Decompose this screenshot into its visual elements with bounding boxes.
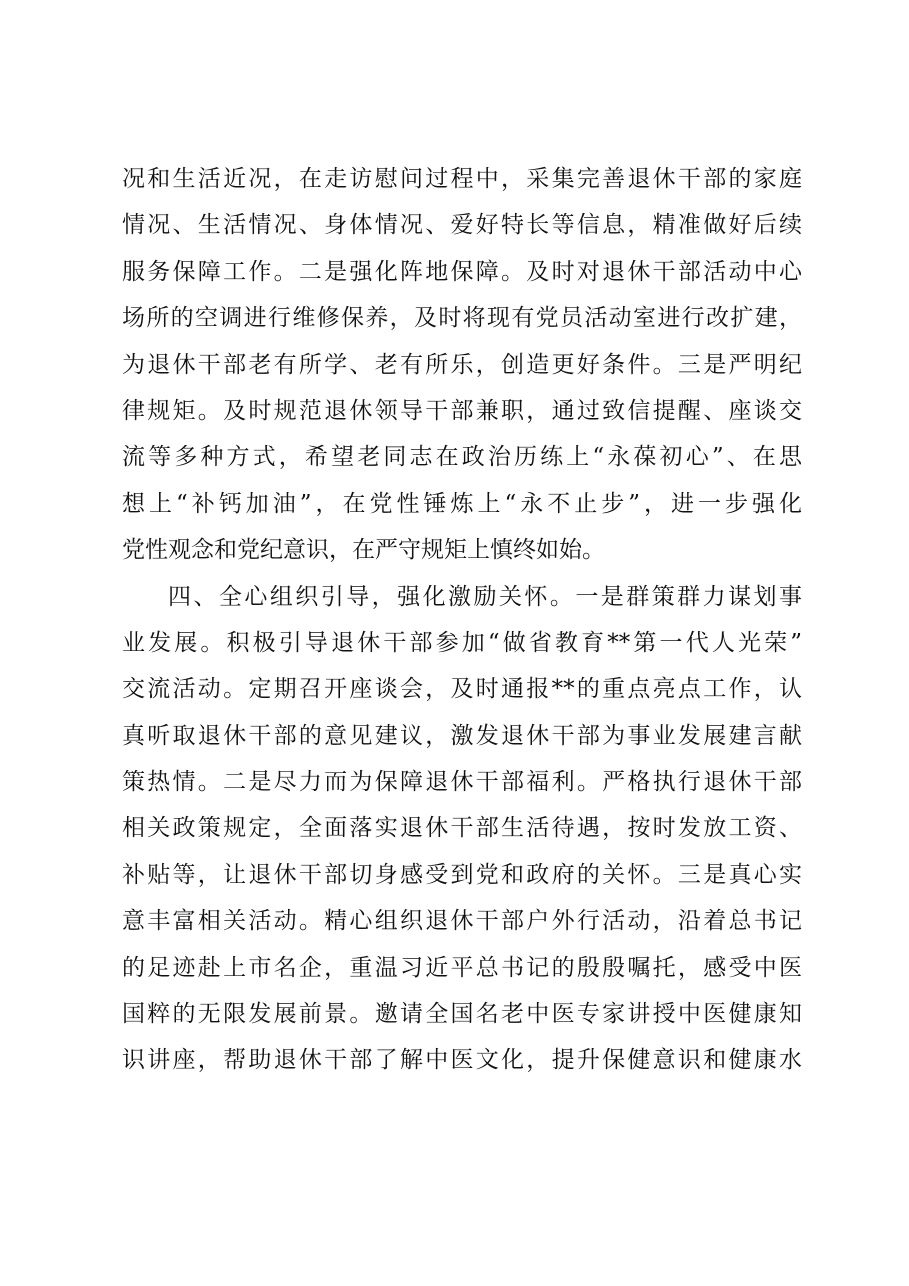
text-line: 业发展。积极引导退休干部参加“做省教育**第一代人光荣” [122, 629, 802, 656]
text-line: 律规矩。及时规范退休领导干部兼职，通过致信提醒、座谈交 [122, 397, 802, 424]
text-line: 策热情。二是尽力而为保障退休干部福利。严格执行退休干部 [122, 769, 802, 796]
text-line: 况和生活近况，在走访慰问过程中，采集完善退休干部的家庭 [122, 166, 802, 192]
text-line: 交流活动。定期召开座谈会，及时通报**的重点亮点工作，认 [122, 676, 802, 703]
text-line: 的足迹赴上市名企，重温习近平总书记的殷殷嘱托，感受中医 [122, 954, 802, 981]
text-line: 意丰富相关活动。精心组织退休干部户外行活动，沿着总书记 [122, 908, 802, 935]
text-line: 补贴等，让退休干部切身感受到党和政府的关怀。三是真心实 [122, 861, 802, 888]
text-line: 相关政策规定，全面落实退休干部生活待遇，按时发放工资、 [122, 815, 802, 842]
text-line: 四、全心组织引导，强化激励关怀。一是群策群力谋划事 [168, 583, 802, 610]
document-body [122, 156, 802, 1084]
text-line: 情况、生活情况、身体情况、爱好特长等信息，精准做好后续 [122, 212, 802, 239]
text-line: 党性观念和党纪意识，在严守规矩上慎终如始。 [122, 537, 605, 564]
paragraph-1 [122, 156, 802, 574]
text-line: 场所的空调进行维修保养，及时将现有党员活动室进行改扩建， [122, 305, 802, 332]
text-line: 真听取退休干部的意见建议，激发退休干部为事业发展建言献 [122, 722, 802, 749]
text-line: 识讲座，帮助退休干部了解中医文化，提升保健意识和健康水 [122, 1047, 802, 1074]
paragraph-2 [122, 574, 802, 1084]
text-line: 流等多种方式，希望老同志在政治历练上“永葆初心”、在思 [122, 444, 802, 471]
text-line: 国粹的无限发展前景。邀请全国名老中医专家讲授中医健康知 [122, 1001, 802, 1028]
text-line: 为退休干部老有所学、老有所乐，创造更好条件。三是严明纪 [122, 351, 802, 378]
text-line: 想上“补钙加油”，在党性锤炼上“永不止步”，进一步强化 [122, 490, 802, 517]
text-line: 服务保障工作。二是强化阵地保障。及时对退休干部活动中心 [122, 258, 802, 285]
